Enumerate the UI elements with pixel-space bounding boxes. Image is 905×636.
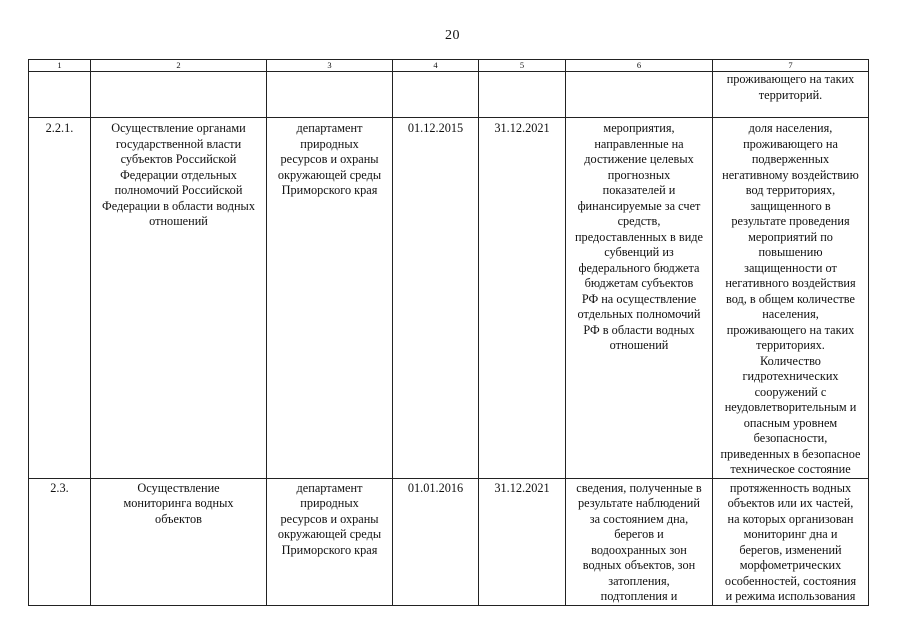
executor-cell: департамент природных ресурсов и охраны окружающей среды Приморского края [267, 478, 393, 605]
cont-cell-start [393, 72, 479, 118]
column-number-7: 7 [713, 60, 869, 72]
cont-cell-end [479, 72, 566, 118]
column-number-1: 1 [29, 60, 91, 72]
expected-result-cell: сведения, полученные в результате наблюдений за состоянием дна, берегов и водоохранных зон водных объектов, зон затопления, подтопления и [566, 478, 713, 605]
column-number-5: 5 [479, 60, 566, 72]
column-number-4: 4 [393, 60, 479, 72]
cont-cell-num [29, 72, 91, 118]
indicator-cell: протяженность водных объектов или их частей, на которых организован мониторинг дна и берегов, изменений морфометрических особенностей, состояния и режима использования [713, 478, 869, 605]
expected-result-cell: мероприятия, направленные на достижение целевых прогнозных показателей и финансируемые за счет средств, предоставленных в виде субвенций из федерального бюджета бюджетам субъектов РФ на осуществление отдельных полномочий РФ в области водных отношений [566, 118, 713, 479]
continuation-row [29, 72, 869, 118]
start-date-cell: 01.01.2016 [393, 478, 479, 605]
activity-name-cell: Осуществление мониторинга водных объектов [91, 478, 267, 605]
table-row [29, 478, 869, 605]
column-number-6: 6 [566, 60, 713, 72]
cont-cell-result [566, 72, 713, 118]
cont-cell-executor [267, 72, 393, 118]
column-number-3: 3 [267, 60, 393, 72]
end-date-cell: 31.12.2021 [479, 478, 566, 605]
row-number-cell: 2.3. [29, 478, 91, 605]
activity-name-cell: Осуществление органами государственной власти субъектов Российской Федерации отдельных полномочий Российской Федерации в области водных отношений [91, 118, 267, 479]
indicator-cell: доля населения, проживающего на подверженных негативному воздействию вод территориях, защищенного в результате проведения мероприятий по повышению защищенности от негативного воздействия вод, в общем количестве населения, проживающего на таких территориях. Количество гидротехнических сооружений с неудовлетворительным и опасным уровнем безопасности, приведенных в безопасное техническое состояние [713, 118, 869, 479]
program-activities-table [28, 59, 869, 606]
page-number: 20 [445, 28, 460, 43]
cont-cell-name [91, 72, 267, 118]
end-date-cell: 31.12.2021 [479, 118, 566, 479]
table-row [29, 118, 869, 479]
column-number-header-row [29, 60, 869, 72]
executor-cell: департамент природных ресурсов и охраны окружающей среды Приморского края [267, 118, 393, 479]
start-date-cell: 01.12.2015 [393, 118, 479, 479]
column-number-2: 2 [91, 60, 267, 72]
row-number-cell: 2.2.1. [29, 118, 91, 479]
cont-cell-indicator: проживающего на таких территорий. [713, 72, 869, 118]
